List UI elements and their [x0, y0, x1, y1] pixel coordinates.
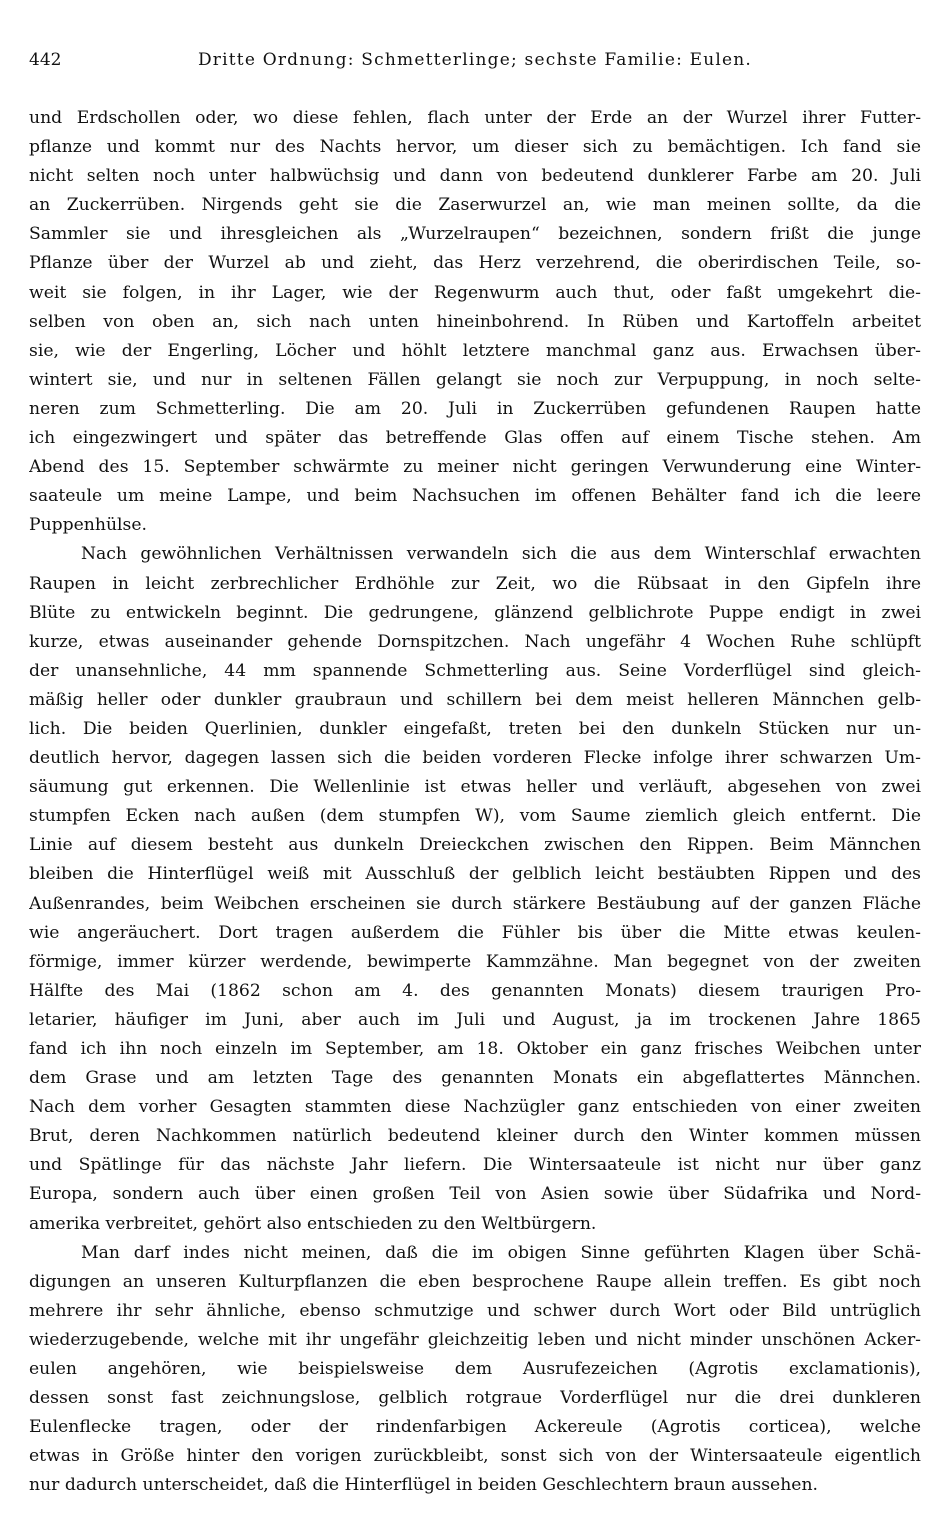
text-line: digungen an unseren Kulturpflanzen die eben besprochene Raupe allein treffen. Es gibt noch: [29, 1271, 921, 1292]
text-line: und Spätlinge für das nächste Jahr liefern. Die Wintersaateule ist nicht nur über ganz: [29, 1155, 921, 1176]
text-line: etwas in Größe hinter den vorigen zurückbleibt, sonst sich von der Wintersaateule eigentlich: [29, 1446, 921, 1467]
text-line: eulen angehören, wie beispielsweise dem Ausrufezeichen (Agrotis exclamationis),: [29, 1359, 921, 1380]
text-line: pflanze und kommt nur des Nachts hervor, um dieser sich zu bemächtigen. Ich fand sie: [29, 137, 921, 158]
text-line: Blüte zu entwickeln beginnt. Die gedrungene, glänzend gelblichrote Puppe endigt in zwei: [29, 602, 921, 623]
text-line: saateule um meine Lampe, und beim Nachsuchen im offenen Behälter fand ich die leere: [29, 486, 921, 507]
body-text: [29, 104, 921, 1501]
text-line: Raupen in leicht zerbrechlicher Erdhöhle zur Zeit, wo die Rübsaat in den Gipfeln ihre: [29, 573, 921, 594]
text-line: Pflanze über der Wurzel ab und zieht, das Herz verzehrend, die oberirdischen Teile, so-: [29, 253, 921, 274]
text-line: Eulenflecke tragen, oder der rindenfarbigen Ackereule (Agrotis corticea), welche: [29, 1417, 921, 1438]
text-line: Man darf indes nicht meinen, daß die im obigen Sinne geführten Klagen über Schä-: [81, 1242, 921, 1263]
text-line: säumung gut erkennen. Die Wellenlinie ist etwas heller und verläuft, abgesehen von zwei: [29, 777, 921, 798]
text-line: Linie auf diesem besteht aus dunkeln Dreieckchen zwischen den Rippen. Beim Männchen: [29, 835, 921, 856]
text-line: lich. Die beiden Querlinien, dunkler eingefaßt, treten bei den dunkeln Stücken nur un-: [29, 718, 921, 739]
text-line: Nach gewöhnlichen Verhältnissen verwandeln sich die aus dem Winterschlaf erwachten: [81, 544, 921, 565]
running-head: Dritte Ordnung: Schmetterlinge; sechste Familie: Eulen.: [197, 50, 753, 70]
text-line: wiederzugebende, welche mit ihr ungefähr gleichzeitig leben und nicht minder unschönen Acker-: [29, 1329, 921, 1350]
text-line: Europa, sondern auch über einen großen Teil von Asien sowie über Südafrika und Nord-: [29, 1184, 921, 1205]
page-number: 442: [29, 50, 62, 70]
text-line: Außenrandes, beim Weibchen erscheinen sie durch stärkere Bestäubung auf der ganzen Fläche: [29, 893, 921, 914]
text-line: letarier, häufiger im Juni, aber auch im Juli und August, ja im trockenen Jahre 1865: [29, 1009, 921, 1030]
text-line: mäßig heller oder dunkler graubraun und schillern bei dem meist helleren Männchen gelb-: [29, 689, 921, 710]
text-line: Nach dem vorher Gesagten stammten diese Nachzügler ganz entschieden von einer zweiten: [29, 1097, 921, 1118]
paragraph: [29, 540, 921, 1238]
text-line: ich eingezwingert und später das betreffende Glas offen auf einem Tische stehen. Am: [29, 428, 921, 449]
text-line: dem Grase und am letzten Tage des genannten Monats ein abgeflattertes Männchen.: [29, 1068, 921, 1089]
text-line: neren zum Schmetterling. Die am 20. Juli in Zuckerrüben gefundenen Raupen hatte: [29, 398, 921, 419]
text-line: selben von oben an, sich nach unten hineinbohrend. In Rüben und Kartoffeln arbeitet: [29, 311, 921, 332]
text-line: Sammler sie und ihresgleichen als „Wurzelraupen“ bezeichnen, sondern frißt die junge: [29, 224, 921, 245]
text-line: mehrere ihr sehr ähnliche, ebenso schmutzige und schwer durch Wort oder Bild untrüglich: [29, 1300, 921, 1321]
text-line: fand ich ihn noch einzeln im September, am 18. Oktober ein ganz frisches Weibchen unter: [29, 1039, 921, 1059]
text-line: wie angeräuchert. Dort tragen außerdem die Fühler bis über die Mitte etwas keulen-: [29, 922, 921, 943]
text-line: amerika verbreitet, gehört also entschieden zu den Weltbürgern.: [29, 1213, 597, 1234]
text-line: und Erdschollen oder, wo diese fehlen, flach unter der Erde an der Wurzel ihrer Futter-: [29, 108, 921, 128]
text-line: kurze, etwas auseinander gehende Dornspitzchen. Nach ungefähr 4 Wochen Ruhe schlüpft: [29, 631, 921, 652]
text-line: Brut, deren Nachkommen natürlich bedeutend kleiner durch den Winter kommen müssen: [29, 1126, 921, 1147]
text-line: Abend des 15. September schwärmte zu meiner nicht geringen Verwunderung eine Winter-: [29, 457, 921, 478]
text-line: dessen sonst fast zeichnungslose, gelblich rotgraue Vorderflügel nur die drei dunkleren: [29, 1388, 921, 1409]
text-line: weit sie folgen, in ihr Lager, wie der Regenwurm auch thut, oder faßt umgekehrt die-: [29, 282, 921, 303]
text-line: sie, wie der Engerling, Löcher und höhlt letztere manchmal ganz aus. Erwachsen über-: [29, 340, 921, 361]
paragraph: [29, 1239, 921, 1501]
text-line: an Zuckerrüben. Nirgends geht sie die Zaserwurzel an, wie man meinen sollte, da die: [29, 195, 921, 216]
text-line: der unansehnliche, 44 mm spannende Schmetterling aus. Seine Vorderflügel sind gleich-: [29, 660, 921, 681]
text-line: Puppenhülse.: [29, 515, 147, 536]
text-line: bleiben die Hinterflügel weiß mit Ausschluß der gelblich leicht bestäubten Rippen und des: [29, 864, 921, 885]
text-line: nicht selten noch unter halbwüchsig und dann von bedeutend dunklerer Farbe am 20. Juli: [29, 166, 921, 187]
text-line: stumpfen Ecken nach außen (dem stumpfen W), vom Saume ziemlich gleich entfernt. Die: [29, 806, 921, 827]
paragraph: [29, 104, 921, 540]
text-line: wintert sie, und nur in seltenen Fällen gelangt sie noch zur Verpuppung, in noch selte-: [29, 369, 921, 390]
text-line: förmige, immer kürzer werdende, bewimperte Kammzähne. Man begegnet von der zweiten: [29, 951, 921, 972]
text-line: deutlich hervor, dagegen lassen sich die beiden vorderen Flecke infolge ihrer schwarzen Um-: [29, 748, 921, 769]
page-header: [29, 40, 921, 80]
book-page: [29, 40, 921, 1501]
text-line: Hälfte des Mai (1862 schon am 4. des genannten Monats) diesem traurigen Pro-: [29, 980, 921, 1001]
text-line: nur dadurch unterscheidet, daß die Hinterflügel in beiden Geschlechtern braun aussehen.: [29, 1475, 818, 1496]
